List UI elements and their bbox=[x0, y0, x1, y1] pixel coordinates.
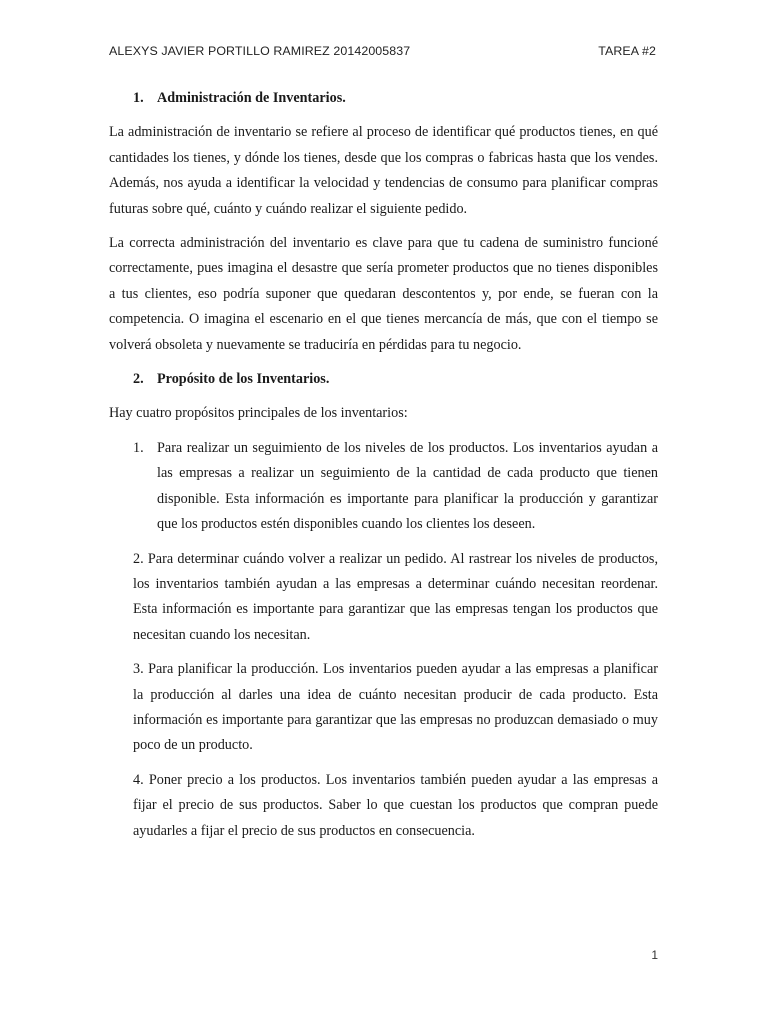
page-number: 1 bbox=[651, 948, 658, 962]
list-item-text: Para realizar un seguimiento de los niveles de los productos. Los inventarios ayudan a las empresas a realizar un seguimiento de la cantidad de cada producto que tienen disponible. Esta información es importante para planificar la producción y garantizar que los productos estén disponibles cuando los clientes los deseen. bbox=[157, 439, 658, 533]
header-task: TAREA #2 bbox=[598, 44, 656, 58]
page-header bbox=[109, 44, 656, 58]
list-item: 2. Para determinar cuándo volver a realizar un pedido. Al rastrear los niveles de productos, los inventarios también ayudan a las empresas a determinar cuándo necesitan reordenar. Esta información es importante para garantizar que las empresas tengan los productos que necesitan cuando los necesitan. bbox=[133, 550, 658, 643]
section-1-paragraph-2: La correcta administración del inventario es clave para que tu cadena de suministro funcioné correctamente, pues imagina el desastre que sería prometer productos que no tienes disponibles a tus clientes, eso podría suponer que quedaran descontentos y, por ende, se fueran con la competencia. O imagina el escenario en el que tienes mercancía de más, que con el tiempo se volverá obsoleta y nuevamente se traduciría en pérdidas para tu negocio. bbox=[109, 235, 658, 353]
section-1-title: Administración de Inventarios. bbox=[157, 90, 346, 106]
section-2-intro: Hay cuatro propósitos principales de los inventarios: bbox=[109, 405, 408, 422]
section-2-heading bbox=[109, 367, 658, 392]
section-1-paragraph-1: La administración de inventario se refiere al proceso de identificar qué productos tienes, en qué cantidades los tienes, y dónde los tienes, desde que los compras o fabricas hasta que los vendes. Además, nos ayuda a identificar la velocidad y tendencias de consumo para planificar compras futuras sobre qué, cuánto y cuándo realizar el siguiente pedido. bbox=[109, 124, 658, 217]
list-item: 3. Para planificar la producción. Los inventarios pueden ayudar a las empresas a planificar la producción al darles una idea de cuánto necesitan producir de cada producto. Esta información es importante para garantizar que las empresas no produzcan demasiado o muy poco de un producto. bbox=[133, 661, 658, 754]
purposes-list bbox=[109, 436, 658, 844]
section-1-number: 1. bbox=[133, 90, 144, 106]
section-2-title: Propósito de los Inventarios. bbox=[157, 371, 330, 388]
list-item bbox=[109, 436, 658, 538]
section-2-number: 2. bbox=[133, 371, 144, 388]
list-item-number: 1. bbox=[133, 439, 144, 456]
list-item: 4. Poner precio a los productos. Los inventarios también pueden ayudar a las empresas a fijar el precio de sus productos. Saber lo que cuestan los productos que compran puede ayudarles a fijar el precio de sus productos en consecuencia. bbox=[133, 771, 658, 839]
document-body bbox=[109, 86, 658, 853]
section-1-heading bbox=[109, 86, 658, 111]
header-author: ALEXYS JAVIER PORTILLO RAMIREZ 20142005837 bbox=[109, 44, 411, 58]
